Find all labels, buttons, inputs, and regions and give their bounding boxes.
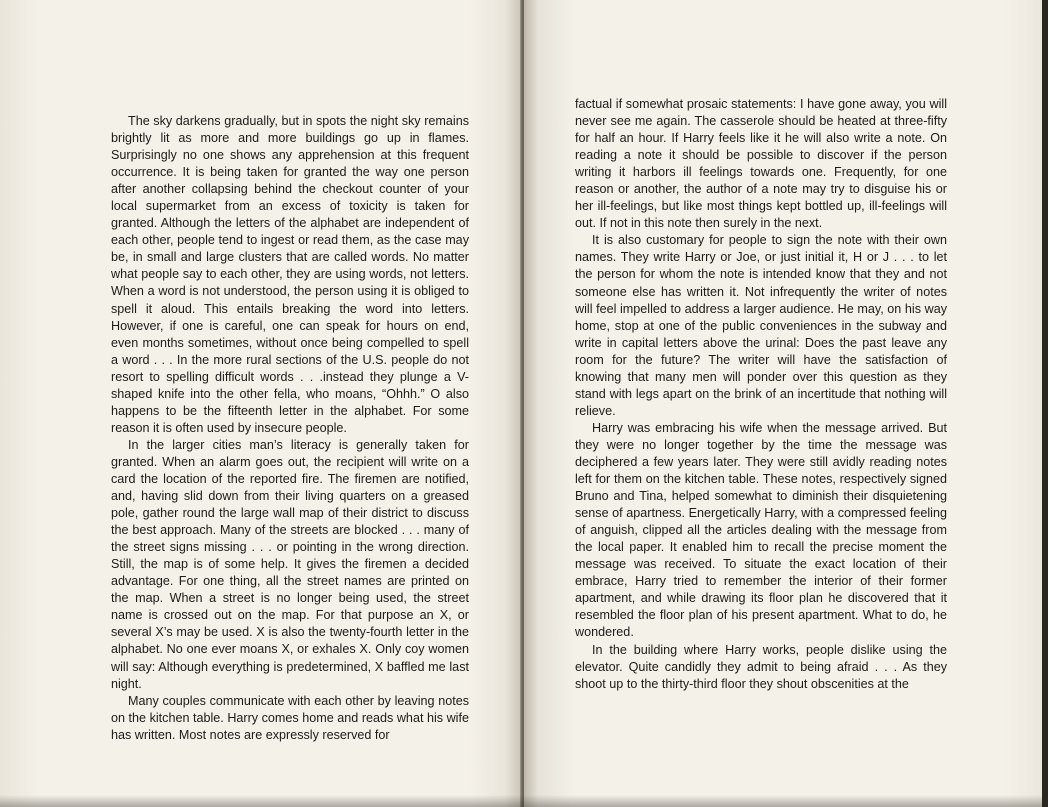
left-page-text <box>111 113 469 744</box>
right-paragraph: It is also customary for people to sign the note with their own names. They write Harry or Joe, or just initial it, H or J . . . to let the person for whom the note is intended know that they and not someone else has written it. Not infrequently the writer of notes will feel impelled to address a larger audience. He may, on his way home, stop at one of the public conveniences in the subway and write in capital letters above the urinal: Does the past leave any room for the future? The writer will have the satisfaction of knowing that many men will ponder over this question as they stand with legs apart on the brink of an incertitude that nothing will relieve. <box>575 233 947 418</box>
page-edge <box>1042 0 1048 807</box>
left-paragraph: The sky darkens gradually, but in spots the night sky remains brightly lit as more and more buildings go up in flames. Surprisingly no one shows any apprehension at this frequent occurrence. It is being taken for granted the way one person after another collapsing behind the checkout counter of your local supermarket from an excess of toxicity is taken for granted. Although the letters of the alphabet are independent of each other, people tend to ingest or read them, as the case may be, in small and large clusters that are called words. No matter what people say to each other, they are using words, not letters. When a word is not understood, the person using it is obliged to spell it aloud. This entails breaking the word into letters. However, if one is careful, one can speak for hours on end, even months sometimes, without once being compelled to spell a word . . . In the more rural sections of the U.S. people do not resort to spelling difficult words . . .instead they plunge a V-shaped knife into the other fella, who moans, “Ohhh.” O also happens to be the fifteenth letter in the alphabet. For some reason it is often used by insecure people. <box>111 114 469 435</box>
right-paragraph: factual if somewhat prosaic statements: I have gone away, you will never see me again. The casserole should be heated at three-fifty for half an hour. If Harry feels like it he will also write a note. On reading a note it should be possible to discover if the person writing it harbors ill feelings towards one. Frequently, for one reason or another, the author of a note may try to disguise his or her ill-feelings, but like most things kept bottled up, ill-feelings will out. If not in this note then surely in the next. <box>575 97 947 231</box>
right-page <box>524 0 1042 807</box>
left-page <box>0 0 522 807</box>
left-paragraph: In the larger cities man’s literacy is generally taken for granted. When an alarm goes out, the recipient will write on a card the location of the reported fire. The firemen are notified, and, having slid down from their living quarters on a greased pole, gather round the large wall map of their district to discuss the best approach. Many of the streets are blocked . . . many of the street signs missing . . . or pointing in the wrong direction. Still, the map is of some help. It gives the firemen a decided advantage. For one thing, all the street names are printed on the map. When a street is no longer being used, the street name is crossed out on the map. For that purpose an X, or several X’s may be used. X is also the twenty-fourth letter in the alphabet. No one ever moans X, or exhales X. Only coy women will say: Although everything is predetermined, X baffled me last night. <box>111 437 469 691</box>
left-paragraph: Many couples communicate with each other by leaving notes on the kitchen table. Harry comes home and reads what his wife has written. Most notes are expressly reserved for <box>111 693 469 742</box>
right-paragraph: Harry was embracing his wife when the message arrived. But they were no longer together by the time the message was deciphered a few years later. They were still avidly reading notes left for them on the kitchen table. These notes, respectively signed Bruno and Tina, helped somewhat to diminish their disquietening sense of apartness. Energetically Harry, with a compressed feeling of anguish, clipped all the articles dealing with the message from the local paper. It enabled him to recall the precise moment the message was received. To situate the exact location of their embrace, Harry tried to remember the interior of their former apartment, and while drawing its floor plan he discovered that it resembled the floor plan of his present apartment. What to do, he wondered. <box>575 420 947 640</box>
right-page-text <box>575 96 947 693</box>
right-paragraph: In the building where Harry works, people dislike using the elevator. Quite candidly they admit to being afraid . . . As they shoot up to the thirty-third floor they shout obscenities at the <box>575 642 947 691</box>
bottom-shadow <box>0 795 1048 807</box>
